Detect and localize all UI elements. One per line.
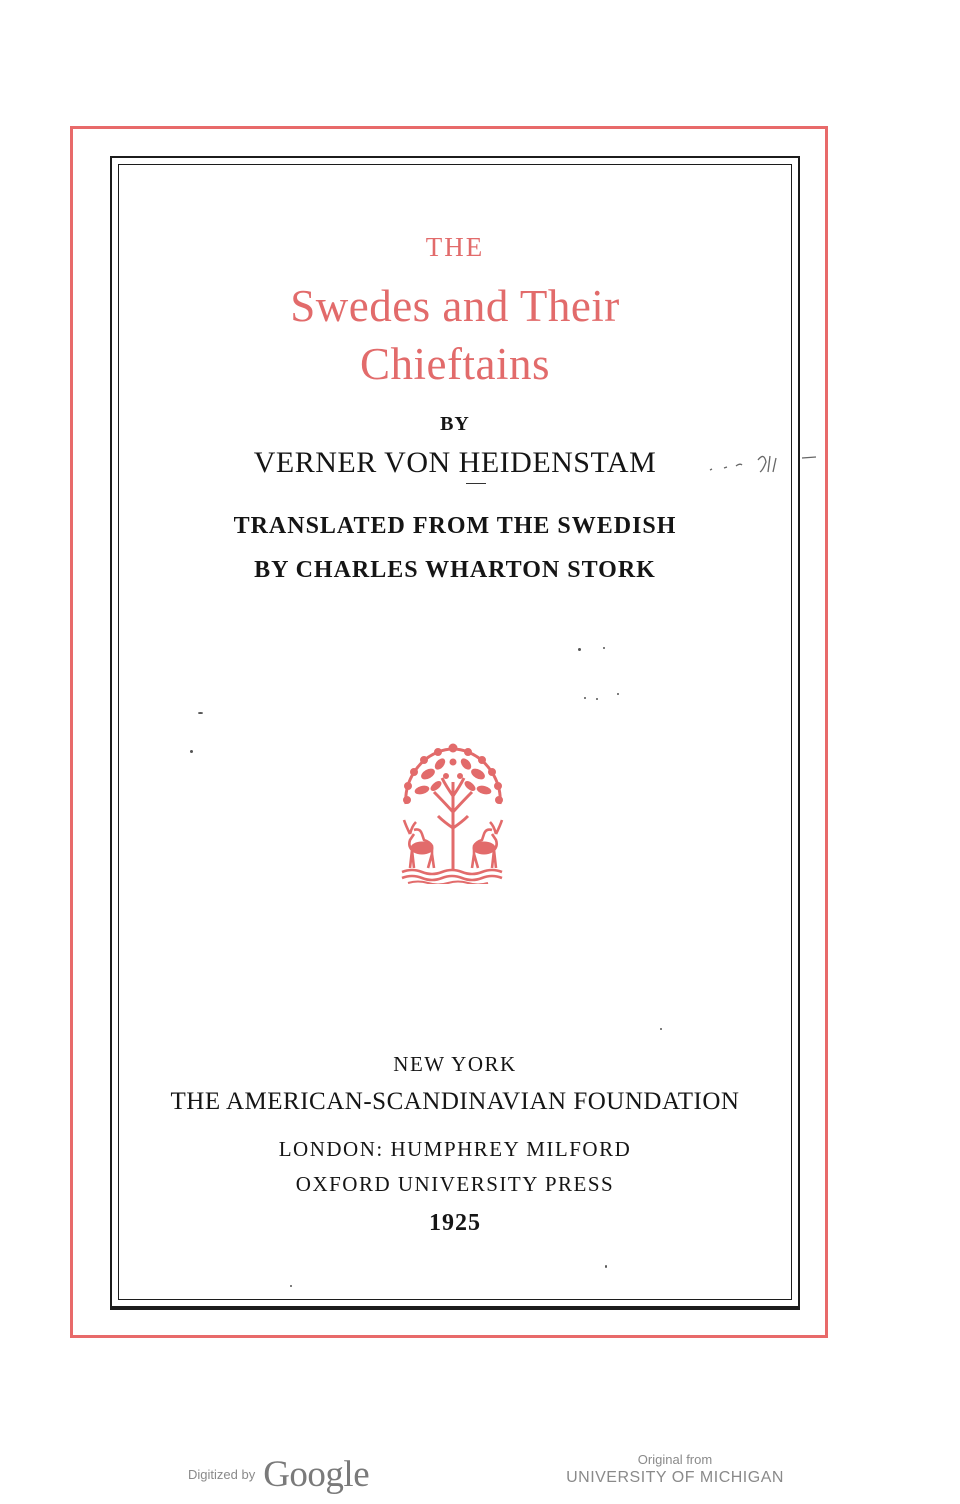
publication-year: 1925 xyxy=(429,1210,481,1236)
pencil-underline-mark xyxy=(466,483,486,484)
translation-credit-line-2: BY CHARLES WHARTON STORK xyxy=(254,557,656,583)
inner-black-rule xyxy=(118,164,792,1300)
book-title-line-1: Swedes and Their xyxy=(290,281,620,331)
digitized-by-watermark xyxy=(188,1453,369,1496)
book-title-line-2: Chieftains xyxy=(360,339,550,389)
paper-speck xyxy=(198,712,203,714)
digitized-by-label: Digitized by xyxy=(188,1467,256,1482)
publisher-name: THE AMERICAN-SCANDINAVIAN FOUNDATION xyxy=(170,1088,740,1115)
author-name: VERNER VON HEIDENSTAM xyxy=(253,446,657,479)
paper-speck xyxy=(584,697,586,699)
paper-speck xyxy=(596,698,598,700)
by-label: BY xyxy=(440,413,470,435)
paper-speck xyxy=(617,693,619,695)
paper-speck xyxy=(290,1285,292,1287)
paper-speck xyxy=(578,648,581,651)
paper-speck xyxy=(603,647,605,649)
translation-credit-line-1: TRANSLATED FROM THE SWEDISH xyxy=(233,513,677,539)
paper-speck xyxy=(190,750,193,753)
pencil-marginal-scribble xyxy=(706,446,818,490)
publication-city: NEW YORK xyxy=(393,1052,517,1076)
paper-speck xyxy=(605,1265,607,1268)
oxford-press: OXFORD UNIVERSITY PRESS xyxy=(295,1172,615,1196)
tree-and-deer-emblem-icon xyxy=(398,742,508,884)
title-article: THE xyxy=(425,232,485,262)
london-distributor: LONDON: HUMPHREY MILFORD xyxy=(278,1137,632,1161)
source-institution: UNIVERSITY OF MICHIGAN xyxy=(566,1469,784,1486)
paper-speck xyxy=(660,1028,662,1030)
original-source-watermark xyxy=(565,1452,785,1487)
google-logo: Google xyxy=(263,1454,370,1495)
original-from-label: Original from xyxy=(637,1452,713,1467)
